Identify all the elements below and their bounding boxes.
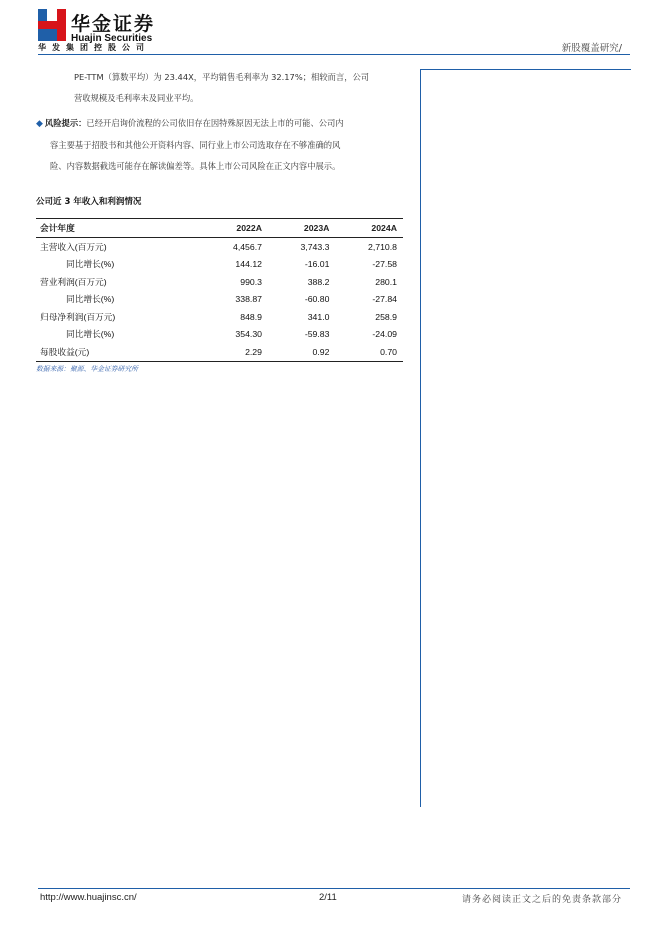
data-source-note: 数据来源：聚源、华金证券研究所 bbox=[36, 365, 138, 373]
row-label: 归母净利润(百万元) bbox=[40, 311, 116, 322]
paragraph-line: 营收规模及毛利率未及同业平均。 bbox=[74, 93, 199, 103]
table-header-row bbox=[36, 219, 403, 238]
table-row bbox=[36, 291, 403, 309]
footer-divider bbox=[38, 888, 630, 889]
row-label: 营业利润(百万元) bbox=[40, 276, 107, 287]
financial-table bbox=[36, 218, 403, 362]
table-cell: 338.87 bbox=[235, 294, 262, 305]
footer-website-link[interactable]: http://www.huajinsc.cn/ bbox=[40, 892, 137, 903]
table-cell: 354.30 bbox=[235, 329, 262, 340]
table-row bbox=[36, 326, 403, 344]
row-label: 同比增长(%) bbox=[66, 259, 115, 270]
table-row bbox=[36, 256, 403, 274]
report-section: 新股覆盖研究/ bbox=[561, 43, 622, 54]
row-label: 每股收益(元) bbox=[36, 343, 201, 361]
logo-chinese-name: 华金证券 bbox=[71, 13, 156, 35]
table-cell: 848.9 bbox=[240, 311, 262, 322]
header-divider bbox=[38, 54, 630, 55]
page-number: 2/11 bbox=[319, 892, 337, 903]
row-label: 同比增长(%) bbox=[66, 329, 115, 340]
table-cell: 258.9 bbox=[375, 311, 397, 322]
valuation-paragraph bbox=[74, 67, 409, 109]
table-cell: 0.70 bbox=[335, 343, 403, 361]
row-label: 主营收入(百万元) bbox=[40, 241, 107, 252]
table-title: 公司近 3 年收入和利润情况 bbox=[36, 197, 142, 207]
table-cell: -27.84 bbox=[372, 294, 397, 305]
table-cell: -27.58 bbox=[372, 259, 397, 270]
diamond-bullet-icon: ◆ bbox=[36, 119, 43, 129]
table-cell: 990.3 bbox=[240, 276, 262, 287]
sidebar-panel bbox=[420, 69, 631, 807]
table-cell: 341.0 bbox=[307, 311, 330, 322]
table-cell: -60.80 bbox=[304, 294, 330, 305]
risk-text: 容主要基于招股书和其他公开资料内容、同行业上市公司选取存在不够准确的风 bbox=[50, 140, 341, 150]
column-header: 2024A bbox=[335, 219, 403, 238]
table-cell: 2,710.8 bbox=[368, 241, 397, 252]
table-cell: 2.29 bbox=[201, 343, 268, 361]
column-header: 会计年度 bbox=[36, 219, 201, 238]
logo-english-name: Huajin Securities bbox=[71, 33, 153, 44]
table-cell: 280.1 bbox=[375, 276, 397, 287]
table-cell: -59.83 bbox=[304, 329, 330, 340]
huajin-logo-icon bbox=[38, 9, 66, 41]
table-row bbox=[36, 273, 403, 291]
disclaimer-note: 请务必阅读正文之后的免责条款部分 bbox=[461, 895, 622, 905]
row-label: 同比增长(%) bbox=[66, 294, 115, 305]
table-cell: 4,456.7 bbox=[232, 241, 262, 252]
column-header: 2022A bbox=[201, 219, 268, 238]
table-cell: 3,743.3 bbox=[300, 241, 330, 252]
risk-text: 险、内容数据截选可能存在解读偏差等。具体上市公司风险在正文内容中展示。 bbox=[50, 161, 341, 171]
table-row bbox=[36, 343, 403, 361]
risk-label: 风险提示： bbox=[44, 118, 87, 128]
table-cell: 144.12 bbox=[235, 259, 262, 270]
risk-warning bbox=[36, 113, 409, 177]
table-row bbox=[36, 238, 403, 256]
risk-text: 已经开启询价流程的公司依旧存在因特殊原因无法上市的可能、公司内 bbox=[86, 118, 344, 128]
table-cell: 0.92 bbox=[268, 343, 335, 361]
table-cell: 388.2 bbox=[307, 276, 330, 287]
paragraph-line: PE-TTM（算数平均）为 23.44X，平均销售毛利率为 32.17%；相较而言，公司 bbox=[74, 72, 370, 82]
table-cell: -24.09 bbox=[372, 329, 397, 340]
column-header: 2023A bbox=[268, 219, 335, 238]
company-subtitle: 华发集团控股公司 bbox=[38, 43, 150, 52]
table-cell: -16.01 bbox=[304, 259, 330, 270]
table-row bbox=[36, 308, 403, 326]
